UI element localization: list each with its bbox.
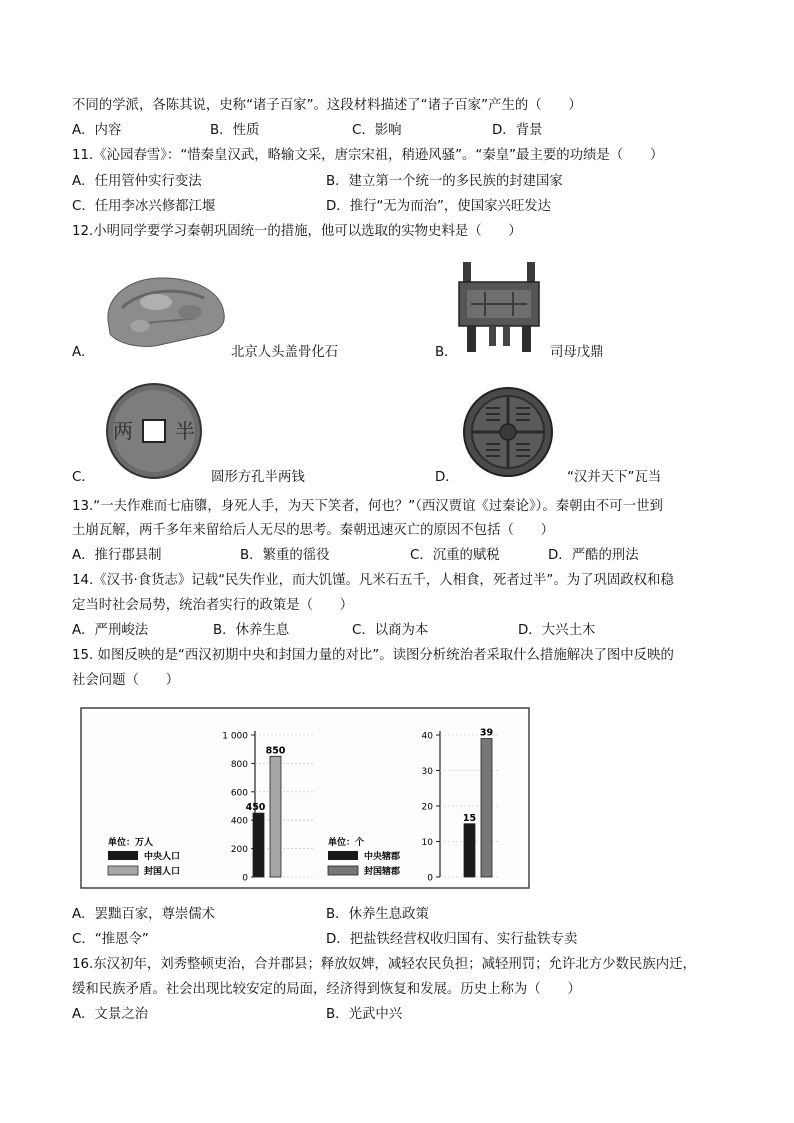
q16-stem-line1: 16.东汉初年，刘秀整顿吏治，合并郡县；释放奴婢，减轻农民负担；减轻刑罚；允许北方少数民族内迁， <box>72 957 696 972</box>
q10-stem-tail: 不同的学派，各陈其说，史称“诸子百家”。这段材料描述了“诸子百家”产生的（ ） <box>72 98 582 113</box>
legend-central-population-label: 中央人口 <box>144 852 181 862</box>
population-tick-label: 600 <box>230 788 248 799</box>
tile-end-image[interactable] <box>462 386 554 478</box>
q12-option-a-caption: 北京人头盖骨化石 <box>231 345 339 360</box>
ding-image[interactable] <box>455 258 543 354</box>
population-unit-label: 单位：万人 <box>108 838 154 848</box>
q15-option-d[interactable]: D．把盐铁经营权收归国有、实行盐铁专卖 <box>326 932 578 947</box>
q14-stem-line1: 14.《汉书·食货志》记载“民失作业，而大饥馑。凡米石五千，人相食，死者过半”。为了巩固政权和稳 <box>72 573 674 588</box>
q15-option-a[interactable]: A．罢黜百家，尊崇儒术 <box>72 907 216 922</box>
q12-stem: 12.小明同学要学习秦朝巩固统一的措施，他可以选取的实物史料是（ ） <box>72 224 522 239</box>
q11-option-d[interactable]: D．推行“无为而治”，使国家兴旺发达 <box>326 199 552 214</box>
prefecture-bar-fief <box>481 739 492 877</box>
power-comparison-chart <box>80 707 530 889</box>
prefecture-tick-label: 40 <box>421 731 433 742</box>
legend-fief-population-swatch <box>108 866 138 875</box>
q13-stem-line1: 13.“一夫作难而七庙隳，身死人手，为天下笑者，何也？”（西汉贾谊《过秦论》）。秦朝由不可一世到 <box>72 499 663 514</box>
q10-option-b[interactable]: B．性质 <box>210 123 260 138</box>
population-tick-label: 400 <box>230 816 248 827</box>
population-bar-fief <box>270 756 281 877</box>
q14-option-d[interactable]: D．大兴土木 <box>518 623 596 638</box>
coin-char-liang: 两 <box>113 419 133 443</box>
power-comparison-figure <box>80 707 530 889</box>
population-tick-label: 1 000 <box>222 731 248 742</box>
coin-image[interactable] <box>105 382 203 480</box>
q14-option-b[interactable]: B．休养生息 <box>213 623 290 638</box>
q13-option-c[interactable]: C．沉重的赋税 <box>410 548 500 563</box>
q12-option-b-caption: 司母戊鼎 <box>550 345 604 360</box>
q15-option-c[interactable]: C．“推恩令” <box>72 932 149 947</box>
q10-option-a[interactable]: A．内容 <box>72 123 122 138</box>
q13-option-d[interactable]: D．严酷的刑法 <box>548 548 639 563</box>
q13-option-a[interactable]: A．推行郡县制 <box>72 548 162 563</box>
prefecture-tick-label: 30 <box>421 767 433 777</box>
population-tick-label: 800 <box>230 759 248 770</box>
q16-stem-line2: 缓和民族矛盾。社会出现比较安定的局面，经济得到恢复和发展。历史上称为（ ） <box>72 982 581 997</box>
q15-option-b[interactable]: B．休养生息政策 <box>326 907 429 922</box>
population-bar-central <box>253 813 264 877</box>
legend-fief-population-label: 封国人口 <box>144 867 181 877</box>
q14-option-a[interactable]: A．严刑峻法 <box>72 623 149 638</box>
q15-stem-line1: 15. 如图反映的是“西汉初期中央和封国力量的对比”。读图分析统治者采取什么措施解决了图中反映的 <box>72 648 674 663</box>
q13-stem-line2: 土崩瓦解，两千多年来留给后人无尽的思考。秦朝迅速灭亡的原因不包括（ ） <box>72 523 555 538</box>
legend-central-prefecture-label: 中央辖郡 <box>364 852 401 862</box>
population-tick-label: 200 <box>230 845 248 856</box>
prefecture-unit-label: 单位：个 <box>328 838 365 848</box>
population-data-label: 450 <box>245 802 266 814</box>
prefecture-data-label: 39 <box>479 727 494 739</box>
prefecture-bar-central <box>464 824 475 877</box>
population-tick-label: 0 <box>242 873 248 884</box>
q12-option-c-label[interactable]: C． <box>72 470 95 485</box>
q11-stem: 11.《沁园春雪》：“惜秦皇汉武，略输文采，唐宗宋祖，稍逊风骚”。“秦皇”最主要的功绩是（ ） <box>72 148 664 163</box>
population-data-label: 850 <box>265 745 286 757</box>
q10-option-d[interactable]: D．背景 <box>492 123 543 138</box>
legend-fief-prefecture-swatch <box>328 866 358 875</box>
q12-option-b-label[interactable]: B． <box>435 345 458 360</box>
q10-option-c[interactable]: C．影响 <box>352 123 402 138</box>
q11-option-c[interactable]: C．任用李冰兴修都江堰 <box>72 199 216 214</box>
coin-char-ban: 半 <box>175 419 195 443</box>
q11-option-b[interactable]: B．建立第一个统一的多民族的封建国家 <box>326 174 563 189</box>
prefecture-tick-label: 10 <box>421 838 433 848</box>
skull-image[interactable] <box>100 268 230 353</box>
q16-option-a[interactable]: A．文景之治 <box>72 1007 149 1022</box>
q11-option-a[interactable]: A．任用管仲实行变法 <box>72 174 202 189</box>
q12-option-c-caption: 圆形方孔半两钱 <box>211 470 305 485</box>
q16-option-b[interactable]: B．光武中兴 <box>326 1007 403 1022</box>
q13-option-b[interactable]: B．繁重的徭役 <box>240 548 330 563</box>
prefecture-tick-label: 20 <box>421 802 433 813</box>
prefecture-data-label: 15 <box>462 812 477 824</box>
prefecture-tick-label: 0 <box>427 873 433 884</box>
q12-option-a-label[interactable]: A． <box>72 345 95 360</box>
legend-fief-prefecture-label: 封国辖郡 <box>364 867 401 877</box>
q12-option-d-caption: “汉并天下”瓦当 <box>567 470 662 485</box>
legend-central-prefecture-swatch <box>328 851 358 860</box>
q14-option-c[interactable]: C．以商为本 <box>352 623 429 638</box>
q15-stem-line2: 社会问题（ ） <box>72 673 180 688</box>
legend-central-population-swatch <box>108 851 138 860</box>
q14-stem-line2: 定当时社会局势，统治者实行的政策是（ ） <box>72 598 354 613</box>
q12-option-d-label[interactable]: D． <box>435 470 459 485</box>
